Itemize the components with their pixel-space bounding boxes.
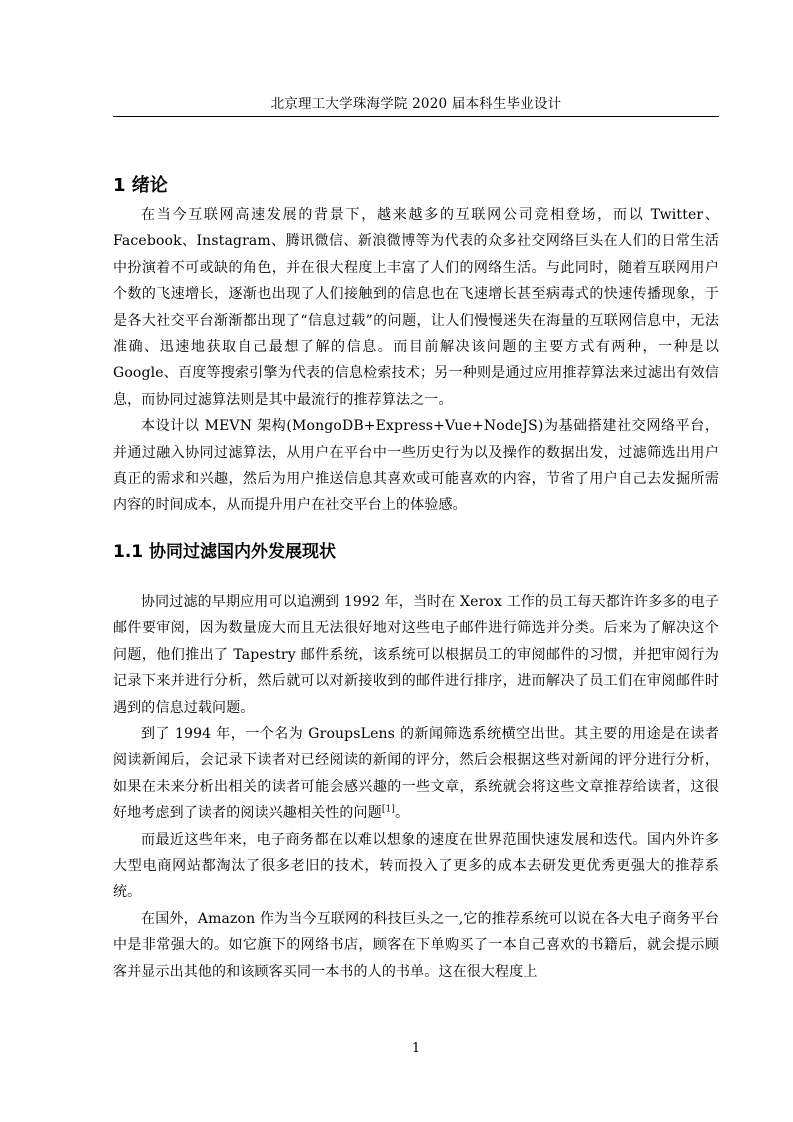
paragraph-end: 。 xyxy=(395,805,410,822)
page-content xyxy=(113,172,719,985)
paragraph-text: 到了 1994 年，一个名为 GroupsLens 的新闻筛选系统横空出世。其主要的用途是在读者阅读新闻后，会记录下读者对已经阅读的新闻的评分，然后会根据这些对新闻的评分进行分析，如果在未来分析出相关的读者可能会感兴趣的一些文章，系统就会将这些文章推荐给读者，这很好地考虑到了读者的阅读兴趣相关性的问题 xyxy=(113,725,719,822)
chapter-title: 1 绪论 xyxy=(113,175,168,196)
running-header: 北京理工大学珠海学院 2020 届本科生毕业设计 xyxy=(270,96,562,112)
page-number: 1 xyxy=(411,1041,421,1056)
citation[interactable]: [1] xyxy=(381,804,396,815)
section-paragraph: 协同过滤的早期应用可以追溯到 1992 年，当时在 Xerox 工作的员工每天都许许多多的电子邮件要审阅，因为数量庞大而且无法很好地对这些电子邮件进行筛选并分类。后来为了解决这个问题，他们推出了 Tapestry 邮件系统，该系统可以根据员工的审阅邮件的习惯，并把审阅行为记录下来并进行分析，然后就可以对新接收到的邮件进行排序，进而解决了员工们在审阅邮件时遇到的信息过载问题。 xyxy=(113,593,719,716)
header-rule xyxy=(113,116,719,117)
section-title: 1.1 协同过滤国内外发展现状 xyxy=(113,541,337,562)
chapter-paragraph: 在当今互联网高速发展的背景下，越来越多的互联网公司竞相登场，而以 Twitter、Facebook、Instagram、腾讯微信、新浪微博等为代表的众多社交网络巨头在人们的日常生活中扮演着不可或缺的角色，并在很大程度上丰富了人们的网络生活。与此同时，随着互联网用户个数的飞速增长，逐渐也出现了人们接触到的信息也在飞速增长甚至病毒式的快速传播现象，于是各大社交平台渐渐都出现了“信息过载”的问题，让人们慢慢迷失在海量的互联网信息中，无法准确、迅速地获取自己最想了解的信息。而目前解决该问题的主要方式有两种，一种是以 Google、百度等搜索引擎为代表的信息检索技术；另一种则是通过应用推荐算法来过滤出有效信息，而协同过滤算法则是其中最流行的推荐算法之一。 xyxy=(113,207,719,408)
section-paragraph xyxy=(113,721,719,827)
section-paragraph: 而最近这些年来，电子商务都在以难以想象的速度在世界范围快速发展和迭代。国内外许多大型电商网站都淘汰了很多老旧的技术，转而投入了更多的成本去研发更优秀更强大的推荐系统。 xyxy=(113,831,719,901)
chapter-paragraph: 本设计以 MEVN 架构(MongoDB+Express+Vue+NodeJS)为基础搭建社交网络平台，并通过融入协同过滤算法，从用户在平台中一些历史行为以及操作的数据出发，过滤筛选出用户真正的需求和兴趣，然后为用户推送信息其喜欢或可能喜欢的内容，节省了用户自己去发掘所需内容的时间成本，从而提升用户在社交平台上的体验感。 xyxy=(113,418,719,514)
section-paragraph: 在国外，Amazon 作为当今互联网的科技巨头之一,它的推荐系统可以说在各大电子商务平台中是非常强大的。如它旗下的网络书店，顾客在下单购买了一本自己喜欢的书籍后，就会提示顾客并显示出其他的和该顾客买同一本书的人的书单。这在很大程度上 xyxy=(113,910,719,980)
